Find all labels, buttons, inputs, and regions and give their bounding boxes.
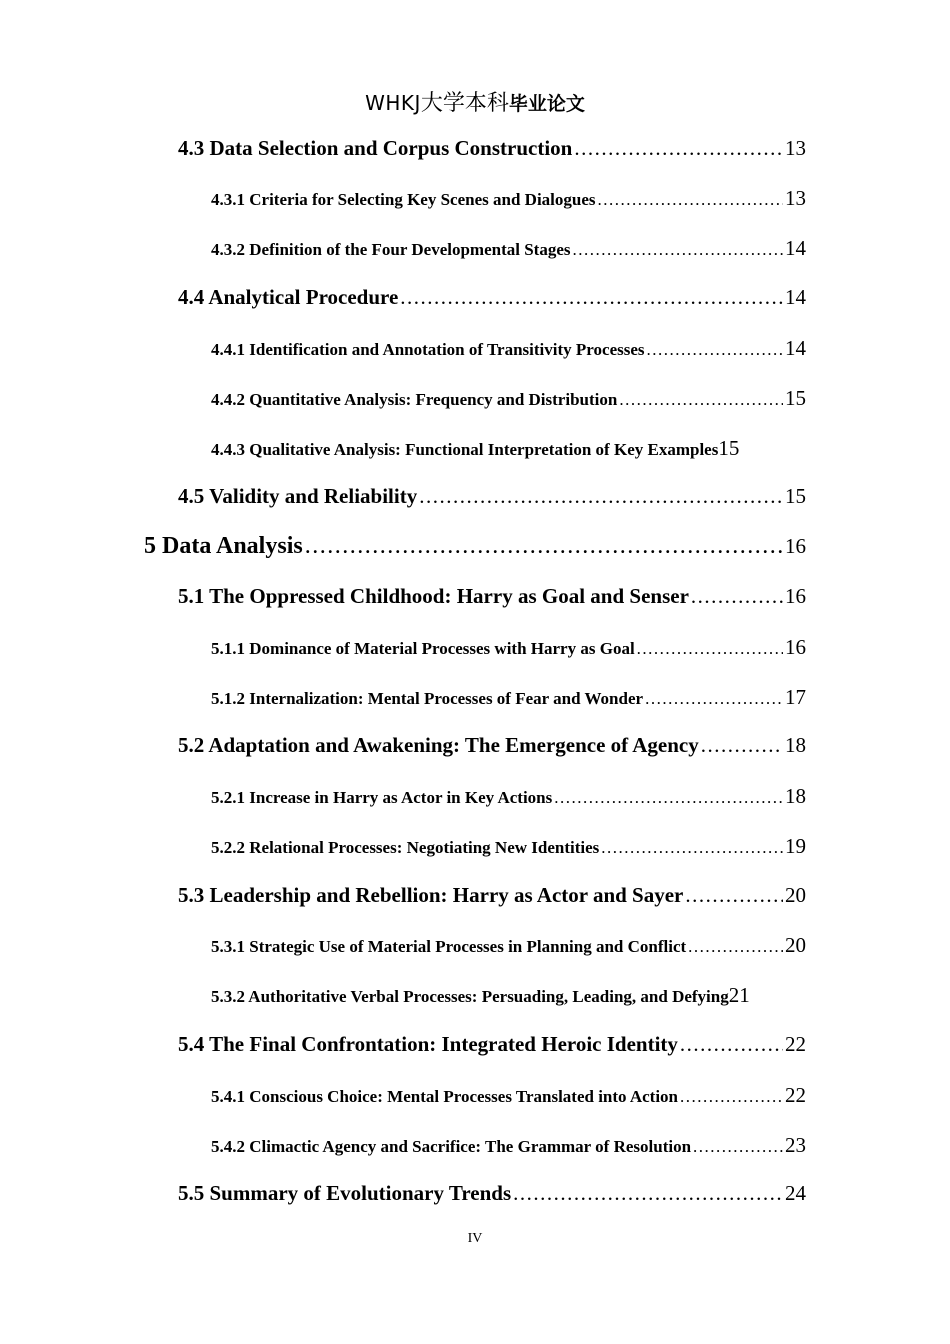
toc-entry-title: 5.1.1 Dominance of Material Processes with Harry as Goal [211,639,635,658]
toc-entry-page: 15 [718,436,740,460]
toc-entry-title: 5.1.2 Internalization: Mental Processes of Fear and Wonder [211,689,644,708]
toc-entry-page: 14 [785,285,806,309]
toc-entry-page: 16 [785,534,806,558]
toc-entry[interactable] [178,733,806,758]
toc-entry-page: 14 [785,236,806,260]
toc-leader-dots [645,689,783,709]
toc-entry-page: 22 [785,1083,806,1107]
toc-entry[interactable] [211,386,806,411]
toc-entry-title: 4.4.2 Quantitative Analysis: Frequency and Distribution [211,390,618,409]
toc-leader-dots [554,788,783,808]
toc-entry-title: 5.1 The Oppressed Childhood: Harry as Goal and Senser [178,584,689,608]
toc-entry-title: 4.3.1 Criteria for Selecting Key Scenes and Dialogues [211,190,596,209]
toc-leader-dots [701,733,783,758]
toc-entry-title: 4.3 Data Selection and Corpus Construction [178,136,573,160]
toc-entry[interactable] [178,584,806,609]
header-cn-bold: 毕业论文 [508,93,585,115]
page-number: IV [467,1231,483,1246]
toc-entry-title: 5.4 The Final Confrontation: Integrated Heroic Identity [178,1032,678,1056]
toc-leader-dots [637,639,783,659]
toc-leader-dots [680,1087,783,1107]
toc-entry-page: 17 [785,685,806,709]
toc-entry-title: 4.4.1 Identification and Annotation of Transitivity Processes [211,340,645,359]
toc-entry[interactable] [178,285,806,310]
toc-entry-page: 22 [785,1032,806,1056]
toc-entry-page: 18 [785,784,806,808]
toc-entry[interactable] [178,484,806,509]
toc-entry[interactable] [178,136,806,161]
toc-entry-title: 5.2.1 Increase in Harry as Actor in Key Actions [211,788,553,807]
toc-entry-page: 20 [785,883,806,907]
toc-entry[interactable] [211,784,806,809]
toc-leader-dots [685,883,783,908]
toc-entry[interactable] [211,436,806,461]
toc-leader-dots [574,136,783,161]
toc-entry[interactable] [178,883,806,908]
toc-entry[interactable] [211,186,806,211]
toc-leader-dots [573,240,784,260]
header-latin: WHKJ [365,91,421,115]
toc-entry-page: 19 [785,834,806,858]
toc-entry[interactable] [144,533,806,560]
toc-entry[interactable] [211,635,806,660]
toc-entry-page: 16 [785,635,806,659]
toc-entry[interactable] [211,1133,806,1158]
toc-leader-dots [693,1137,783,1157]
toc-entry[interactable] [211,834,806,859]
toc-entry-page: 21 [728,983,750,1007]
toc-entry[interactable] [178,1181,806,1206]
toc-entry-title: 5.4.1 Conscious Choice: Mental Processes Translated into Action [211,1087,679,1106]
toc-leader-dots [513,1181,783,1206]
toc-entry-page: 16 [785,584,806,608]
toc-entry-title: 4.3.2 Definition of the Four Developmental Stages [211,240,571,259]
toc-entry-page: 15 [785,484,806,508]
toc-entry-title: 5.3.2 Authoritative Verbal Processes: Persuading, Leading, and Defying [211,987,729,1006]
toc-entry-page: 24 [785,1181,806,1205]
toc-entry-title: 5 Data Analysis [144,533,303,559]
toc-entry[interactable] [211,336,806,361]
toc-leader-dots [419,484,783,509]
toc-entry-title: 5.5 Summary of Evolutionary Trends [178,1181,512,1205]
toc-entry-page: 20 [785,933,806,957]
toc-entry[interactable] [211,685,806,710]
toc-entry[interactable] [211,933,806,958]
toc-entry-title: 5.2.2 Relational Processes: Negotiating New Identities [211,838,600,857]
toc-entry-title: 5.3 Leadership and Rebellion: Harry as Actor and Sayer [178,883,684,907]
toc-leader-dots [619,390,783,410]
toc-entry-page: 15 [785,386,806,410]
toc-entry-title: 4.4.3 Qualitative Analysis: Functional Interpretation of Key Examples [211,440,719,459]
toc-leader-dots [691,584,783,609]
toc-entry-page: 14 [785,336,806,360]
toc-leader-dots [601,838,783,858]
toc-entry-page: 23 [785,1133,806,1157]
toc-entry-title: 5.4.2 Climactic Agency and Sacrifice: The Grammar of Resolution [211,1137,692,1156]
toc-leader-dots [400,285,783,310]
toc-leader-dots [688,937,783,957]
toc-entry-page: 18 [785,733,806,757]
toc-entry[interactable] [211,236,806,261]
toc-leader-dots [598,190,783,210]
toc-entry[interactable] [211,1083,806,1108]
toc-leader-dots [647,340,783,360]
toc-entry[interactable] [211,983,806,1008]
toc-leader-dots [305,533,783,560]
toc-entry-title: 4.4 Analytical Procedure [178,285,399,309]
toc-entry-title: 5.3.1 Strategic Use of Material Processes in Planning and Conflict [211,937,687,956]
toc-entry[interactable] [178,1032,806,1057]
toc-entry-title: 5.2 Adaptation and Awakening: The Emergence of Agency [178,733,699,757]
toc-leader-dots [680,1032,783,1057]
toc-entry-title: 4.5 Validity and Reliability [178,484,418,508]
toc-entry-page: 13 [785,136,806,160]
toc-entry-page: 13 [785,186,806,210]
header-cn-regular: 大学本科 [420,91,509,116]
